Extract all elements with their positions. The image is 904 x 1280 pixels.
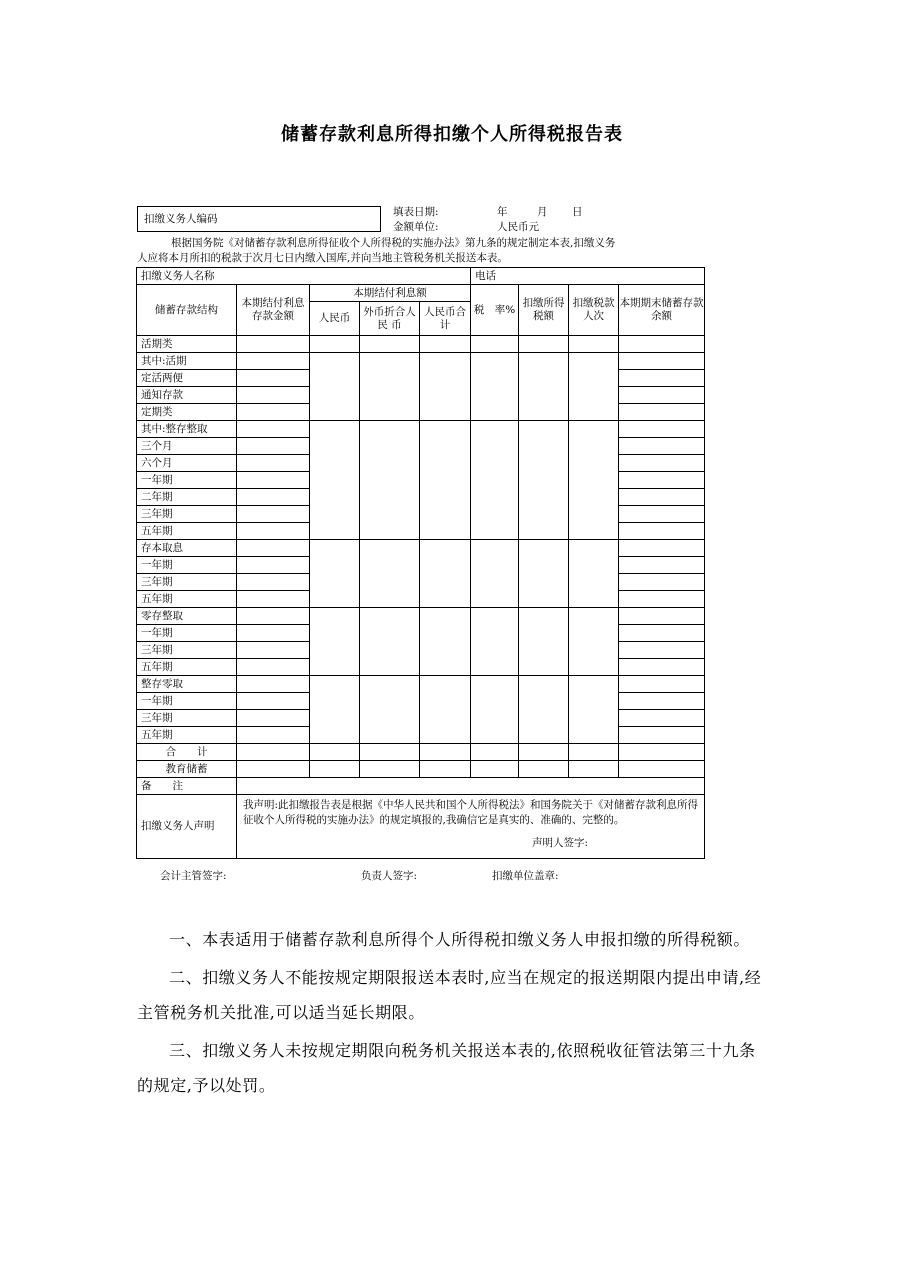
value-cell[interactable] bbox=[237, 744, 310, 761]
notes bbox=[137, 922, 769, 1106]
intro-text bbox=[137, 236, 705, 266]
row-label: 活期类 bbox=[137, 336, 237, 353]
principal-cell[interactable] bbox=[237, 353, 310, 370]
balance-cell[interactable] bbox=[619, 625, 705, 642]
total-row bbox=[137, 744, 705, 761]
count-cell[interactable] bbox=[569, 421, 619, 540]
tax-amount-cell[interactable] bbox=[519, 540, 569, 608]
fill-date-year: 年 bbox=[497, 206, 508, 218]
rmb-total-cell[interactable] bbox=[420, 353, 471, 421]
value-cell[interactable] bbox=[619, 744, 705, 761]
row-label: 定活两便 bbox=[137, 370, 237, 387]
tax-rate-cell[interactable] bbox=[471, 608, 519, 676]
foreign-cell[interactable] bbox=[360, 608, 420, 676]
balance-cell[interactable] bbox=[619, 489, 705, 506]
count-cell[interactable] bbox=[569, 540, 619, 608]
balance-cell[interactable] bbox=[619, 472, 705, 489]
row-label: 一年期 bbox=[137, 693, 237, 710]
header-balance: 本期期末储蓄存款余额 bbox=[619, 285, 705, 336]
table-row bbox=[137, 608, 705, 625]
row-label: 其中:整存整取 bbox=[137, 421, 237, 438]
tax-rate-cell[interactable] bbox=[471, 676, 519, 744]
row-label: 一年期 bbox=[137, 625, 237, 642]
balance-cell[interactable] bbox=[619, 404, 705, 421]
declaration-text: 我声明:此扣缴报告表是根据《中华人民共和国个人所得税法》和国务院关于《对储蓄存款利息所得征收个人所得税的实施办法》的规定填报的,我确信它是真实的、准确的、完整的。 bbox=[243, 799, 699, 826]
count-cell[interactable] bbox=[569, 353, 619, 421]
balance-cell[interactable] bbox=[619, 353, 705, 370]
row-label: 一年期 bbox=[137, 557, 237, 574]
balance-cell[interactable] bbox=[619, 574, 705, 591]
balance-cell[interactable] bbox=[619, 693, 705, 710]
rmb-total-cell[interactable] bbox=[420, 336, 471, 353]
balance-cell[interactable] bbox=[619, 608, 705, 625]
row-label: 存本取息 bbox=[137, 540, 237, 557]
balance-cell[interactable] bbox=[619, 710, 705, 727]
fill-date-day: 日 bbox=[572, 206, 583, 218]
row-label: 二年期 bbox=[137, 489, 237, 506]
balance-cell[interactable] bbox=[619, 506, 705, 523]
total-row-label: 合 计 bbox=[137, 744, 237, 761]
note-3: 三、扣缴义务人未按规定期限向税务机关报送本表的,依照税收征管法第三十九条的规定,予以处罚。 bbox=[137, 1041, 756, 1095]
balance-cell[interactable] bbox=[619, 455, 705, 472]
withholder-code-label: 扣缴义务人编码 bbox=[144, 213, 218, 225]
principal-cell[interactable] bbox=[237, 421, 310, 438]
principal-cell[interactable] bbox=[237, 574, 310, 591]
principal-cell[interactable] bbox=[237, 438, 310, 455]
row-label: 一年期 bbox=[137, 472, 237, 489]
balance-cell[interactable] bbox=[619, 540, 705, 557]
header-rmb-total: 人民币合 计 bbox=[420, 302, 471, 336]
header-rmb: 人民币 bbox=[310, 302, 360, 336]
fill-date-month: 月 bbox=[537, 206, 548, 218]
principal-cell[interactable] bbox=[237, 506, 310, 523]
value-cell[interactable] bbox=[360, 761, 420, 778]
table-row bbox=[137, 353, 705, 370]
principal-cell[interactable] bbox=[237, 489, 310, 506]
value-cell[interactable] bbox=[471, 761, 519, 778]
declaration-row bbox=[137, 795, 705, 859]
foreign-cell[interactable] bbox=[360, 540, 420, 608]
withholder-name-cell[interactable] bbox=[137, 268, 471, 285]
row-label: 通知存款 bbox=[137, 387, 237, 404]
foreign-cell[interactable] bbox=[360, 336, 420, 353]
rmb-total-cell[interactable] bbox=[420, 676, 471, 744]
value-cell[interactable] bbox=[237, 761, 310, 778]
row-label: 五年期 bbox=[137, 727, 237, 744]
declarant-sign: 声明人签字: bbox=[532, 837, 589, 849]
row-label: 零存整取 bbox=[137, 608, 237, 625]
report-table bbox=[136, 267, 705, 859]
balance-cell[interactable] bbox=[619, 438, 705, 455]
balance-cell[interactable] bbox=[619, 591, 705, 608]
value-cell[interactable] bbox=[310, 744, 360, 761]
value-cell[interactable] bbox=[420, 744, 471, 761]
table-row bbox=[137, 421, 705, 438]
note-1: 一、本表适用于储蓄存款利息所得个人所得税扣缴义务人申报扣缴的所得税额。 bbox=[169, 930, 751, 949]
rmb-cell[interactable] bbox=[310, 421, 360, 540]
balance-cell[interactable] bbox=[619, 557, 705, 574]
tax-amount-cell[interactable] bbox=[519, 336, 569, 353]
row-label: 整存零取 bbox=[137, 676, 237, 693]
value-cell[interactable] bbox=[310, 761, 360, 778]
principal-cell[interactable] bbox=[237, 404, 310, 421]
accountant-sign: 会计主管签字: bbox=[160, 870, 227, 882]
tax-amount-cell[interactable] bbox=[519, 353, 569, 421]
header-tax-amount: 扣缴所得税额 bbox=[519, 285, 569, 336]
remark-cell[interactable] bbox=[237, 778, 705, 795]
table-row bbox=[137, 540, 705, 557]
remark-label: 备 注 bbox=[137, 778, 237, 795]
name-row bbox=[137, 268, 705, 285]
principal-cell[interactable] bbox=[237, 625, 310, 642]
header-structure: 储蓄存款结构 bbox=[137, 285, 237, 336]
principal-cell[interactable] bbox=[237, 336, 310, 353]
amount-unit-value: 人民币元 bbox=[497, 221, 539, 233]
row-label: 五年期 bbox=[137, 523, 237, 540]
header-tax-rate: 税 率% bbox=[471, 285, 519, 336]
responsible-sign: 负责人签字: bbox=[361, 870, 418, 882]
phone-cell[interactable] bbox=[471, 268, 705, 285]
header-count: 扣缴税款人次 bbox=[569, 285, 619, 336]
principal-cell[interactable] bbox=[237, 710, 310, 727]
balance-cell[interactable] bbox=[619, 523, 705, 540]
row-label: 三年期 bbox=[137, 710, 237, 727]
row-label: 六个月 bbox=[137, 455, 237, 472]
rmb-total-cell[interactable] bbox=[420, 608, 471, 676]
value-cell[interactable] bbox=[569, 761, 619, 778]
balance-cell[interactable] bbox=[619, 727, 705, 744]
intro-line-2: 人应将本月所扣的税款于次月七日内缴入国库,并向当地主管税务机关报送本表。 bbox=[137, 252, 508, 264]
principal-cell[interactable] bbox=[237, 455, 310, 472]
balance-cell[interactable] bbox=[619, 676, 705, 693]
intro-line-1: 根据国务院《对储蓄存款利息所得征收个人所得税的实施办法》第九条的规定制定本表,扣缴义务 bbox=[171, 237, 616, 249]
row-label: 五年期 bbox=[137, 659, 237, 676]
value-cell[interactable] bbox=[519, 761, 569, 778]
rmb-cell[interactable] bbox=[310, 353, 360, 421]
row-label: 三年期 bbox=[137, 642, 237, 659]
rmb-cell[interactable] bbox=[310, 540, 360, 608]
withholder-code-box[interactable] bbox=[137, 206, 381, 232]
rmb-total-cell[interactable] bbox=[420, 540, 471, 608]
remark-row bbox=[137, 778, 705, 795]
amount-unit-label: 金额单位: bbox=[393, 221, 439, 233]
principal-cell[interactable] bbox=[237, 727, 310, 744]
value-cell[interactable] bbox=[471, 744, 519, 761]
principal-cell[interactable] bbox=[237, 370, 310, 387]
principal-cell[interactable] bbox=[237, 472, 310, 489]
count-cell[interactable] bbox=[569, 676, 619, 744]
principal-cell[interactable] bbox=[237, 523, 310, 540]
table-row bbox=[137, 676, 705, 693]
principal-cell[interactable] bbox=[237, 540, 310, 557]
tax-rate-cell[interactable] bbox=[471, 353, 519, 421]
value-cell[interactable] bbox=[569, 744, 619, 761]
balance-cell[interactable] bbox=[619, 659, 705, 676]
declaration-cell bbox=[237, 795, 705, 859]
row-label: 三年期 bbox=[137, 574, 237, 591]
tax-rate-cell[interactable] bbox=[471, 540, 519, 608]
tax-amount-cell[interactable] bbox=[519, 676, 569, 744]
tax-amount-cell[interactable] bbox=[519, 421, 569, 540]
principal-cell[interactable] bbox=[237, 591, 310, 608]
rmb-cell[interactable] bbox=[310, 336, 360, 353]
count-cell[interactable] bbox=[569, 608, 619, 676]
rmb-cell[interactable] bbox=[310, 608, 360, 676]
row-label: 五年期 bbox=[137, 591, 237, 608]
row-label: 三个月 bbox=[137, 438, 237, 455]
header-foreign: 外币折合人 民 币 bbox=[360, 302, 420, 336]
header-interest-group: 本期结付利息额 bbox=[310, 285, 471, 302]
principal-cell[interactable] bbox=[237, 387, 310, 404]
tax-rate-cell[interactable] bbox=[471, 336, 519, 353]
principal-cell[interactable] bbox=[237, 659, 310, 676]
withholder-name-label: 扣缴义务人名称 bbox=[141, 269, 215, 282]
fill-date-label: 填表日期: bbox=[393, 206, 439, 218]
balance-cell[interactable] bbox=[619, 642, 705, 659]
balance-cell[interactable] bbox=[619, 370, 705, 387]
tax-amount-cell[interactable] bbox=[519, 608, 569, 676]
principal-cell[interactable] bbox=[237, 642, 310, 659]
value-cell[interactable] bbox=[619, 761, 705, 778]
row-label: 其中:活期 bbox=[137, 353, 237, 370]
seal-sign: 扣缴单位盖章: bbox=[492, 870, 559, 882]
rmb-cell[interactable] bbox=[310, 676, 360, 744]
row-label: 定期类 bbox=[137, 404, 237, 421]
foreign-cell[interactable] bbox=[360, 353, 420, 421]
education-row-label: 教育储蓄 bbox=[137, 761, 237, 778]
tax-rate-cell[interactable] bbox=[471, 421, 519, 540]
header-row-1 bbox=[137, 285, 705, 302]
value-cell[interactable] bbox=[519, 744, 569, 761]
principal-cell[interactable] bbox=[237, 608, 310, 625]
balance-cell[interactable] bbox=[619, 421, 705, 438]
education-row bbox=[137, 761, 705, 778]
foreign-cell[interactable] bbox=[360, 421, 420, 540]
principal-cell[interactable] bbox=[237, 557, 310, 574]
balance-cell[interactable] bbox=[619, 387, 705, 404]
principal-cell[interactable] bbox=[237, 676, 310, 693]
note-2: 二、扣缴义务人不能按规定期限报送本表时,应当在规定的报送期限内提出申请,经主管税务机关批准,可以适当延长期限。 bbox=[137, 968, 762, 1022]
value-cell[interactable] bbox=[360, 744, 420, 761]
header-principal: 本期结付利息存款金额 bbox=[237, 285, 310, 336]
row-label: 三年期 bbox=[137, 506, 237, 523]
phone-label: 电话 bbox=[475, 269, 497, 282]
foreign-cell[interactable] bbox=[360, 676, 420, 744]
count-cell[interactable] bbox=[569, 336, 619, 353]
declaration-label: 扣缴义务人声明 bbox=[137, 795, 237, 859]
value-cell[interactable] bbox=[420, 761, 471, 778]
page-title: 储蓄存款利息所得扣缴个人所得税报告表 bbox=[281, 124, 623, 145]
rmb-total-cell[interactable] bbox=[420, 421, 471, 540]
balance-cell[interactable] bbox=[619, 336, 705, 353]
principal-cell[interactable] bbox=[237, 693, 310, 710]
table-row bbox=[137, 336, 705, 353]
